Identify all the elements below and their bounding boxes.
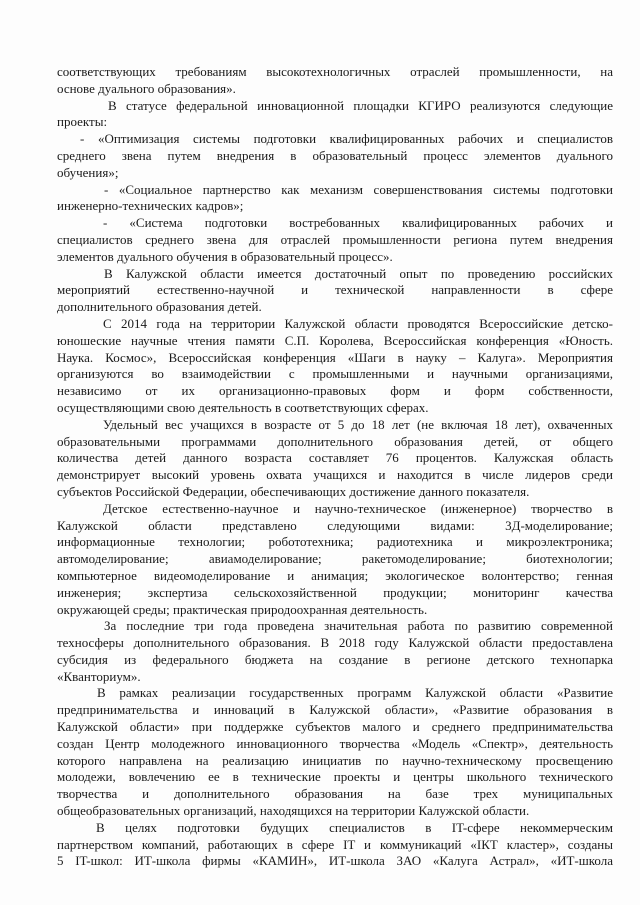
paragraph (57, 618, 613, 685)
text-line: образовательными программами дополнительного образования детей, от общего (57, 433, 613, 449)
text-line: Детское естественно-научное и научно-техническое (инженерное) творчество в (103, 500, 613, 516)
text-line: Калужской области» при поддержке субъектов малого и среднего предпринимательства (57, 719, 613, 735)
text-line: элементов дуального обучения в образовательный процесс». (57, 248, 393, 264)
text-line: которого направлена на реализацию инициатив по научно-техническому просвещению (57, 752, 613, 768)
text-line: демонстрирует высокий уровень охвата учащихся и находится в числе лидеров среди (57, 467, 613, 483)
paragraph (57, 98, 613, 132)
text-line: Калужской области представлено следующими видами: 3Д-моделирование; (57, 517, 613, 533)
paragraph (57, 501, 613, 619)
text-line: проекты: (57, 114, 108, 130)
paragraph (57, 820, 613, 870)
paragraph (57, 417, 613, 501)
text-line: За последние три года проведена значительная работа по развитию современной (104, 618, 613, 634)
text-line: В целях подготовки будущих специалистов в IT-сфере некоммерческим (96, 819, 613, 835)
text-line: - «Оптимизация системы подготовки квалифицированных рабочих и специалистов (80, 131, 613, 147)
text-line: независимо от их организационно-правовых форм и форм собственности, (57, 383, 613, 399)
text-line: субъектов Российской Федерации, обеспечивающих достижение данного показателя. (57, 483, 530, 499)
text-line: организуются во взаимодействии с промышленными и научными организациями, (57, 366, 613, 382)
text-line: окружающей среды; практическая природоохранная деятельность. (57, 601, 428, 617)
text-line: автомоделирование; авиамоделирование; ракетомоделирование; биотехнологии; (57, 551, 613, 567)
text-line: - «Система подготовки востребованных квалифицированных рабочих и (103, 215, 613, 231)
text-line: партнерством компаний, работающих в сфере IT и коммуникаций «IКТ кластер», созданы (57, 836, 613, 852)
paragraph (57, 215, 613, 265)
text-line: создан Центр молодежного инновационного творчества «Модель «Спектр», деятельность (57, 735, 613, 751)
text-line: специалистов среднего звена для отраслей промышленности региона путем внедрения (57, 231, 613, 247)
text-line: Удельный вес учащихся в возрасте от 5 до 18 лет (не включая 18 лет), охваченных (103, 416, 613, 432)
text-line: компьютерное видеомоделирование и анимация; экологическое волонтерство; генная (57, 567, 613, 583)
paragraph (57, 266, 613, 316)
text-line: основе дуального образования». (57, 80, 236, 96)
text-line: творчества и дополнительного образования на базе трех муниципальных (57, 786, 613, 802)
paragraph (57, 64, 613, 98)
text-line: субсидия из федерального бюджета на создание в регионе детского технопарка (57, 651, 613, 667)
document-body (57, 64, 613, 870)
paragraph (57, 316, 613, 417)
text-line: осуществляющими свою деятельность в соответствующих сферах. (57, 399, 429, 415)
text-line: предпринимательства и инноваций в Калужской области», «Развитие образования в (57, 702, 613, 718)
text-line: 5 IT-школ: ИТ-школа фирмы «КАМИН», ИТ-школа ЗАО «Калуга Астрал», «ИТ-школа (57, 853, 613, 869)
text-line: соответствующих требованиям высокотехнологичных отраслей промышленности, на (57, 64, 613, 79)
text-line: - «Социальное партнерство как механизм совершенствования системы подготовки (104, 181, 613, 197)
text-line: В Калужской области имеется достаточный опыт по проведению российских (104, 265, 613, 281)
paragraph (57, 131, 613, 181)
text-line: инженерно-технических кадров»; (57, 198, 244, 214)
paragraph (57, 182, 613, 216)
text-line: техносферы дополнительного образования. В 2018 году Калужской области предоставлена (57, 635, 613, 651)
text-line: среднего звена путем внедрения в образовательный процесс элементов дуального (57, 147, 613, 163)
text-line: В статусе федеральной инновационной площадки КГИРО реализуются следующие (108, 97, 613, 113)
text-line: мероприятий естественно-научной и технической направленности в сфере (57, 282, 613, 298)
text-line: «Кванториум». (57, 668, 141, 684)
text-line: обучения»; (57, 164, 119, 180)
text-line: количества детей данного возраста составляет 76 процентов. Калужская область (57, 450, 613, 466)
text-line: юношеские научные чтения памяти С.П. Королева, Всероссийская конференция «Юность. (57, 332, 613, 348)
text-line: С 2014 года на территории Калужской области проводятся Всероссийские детско- (103, 315, 613, 331)
text-line: В рамках реализации государственных программ Калужской области «Развитие (97, 685, 613, 701)
paragraph (57, 685, 613, 819)
text-line: общеобразовательных организаций, находящихся на территории Калужской области. (57, 803, 530, 819)
text-line: информационные технологии; робототехника; радиотехника и микроэлектроника; (57, 534, 613, 550)
text-line: Наука. Космос», Всероссийская конференция «Шаги в науку – Калуга». Мероприятия (57, 349, 613, 365)
text-line: инженерия; экспертиза сельскохозяйственной продукции; мониторинг качества (57, 584, 613, 600)
text-line: молодежи, вовлечению ее в технические проекты и центры школьного технического (57, 769, 613, 785)
text-line: дополнительного образования детей. (57, 299, 262, 315)
